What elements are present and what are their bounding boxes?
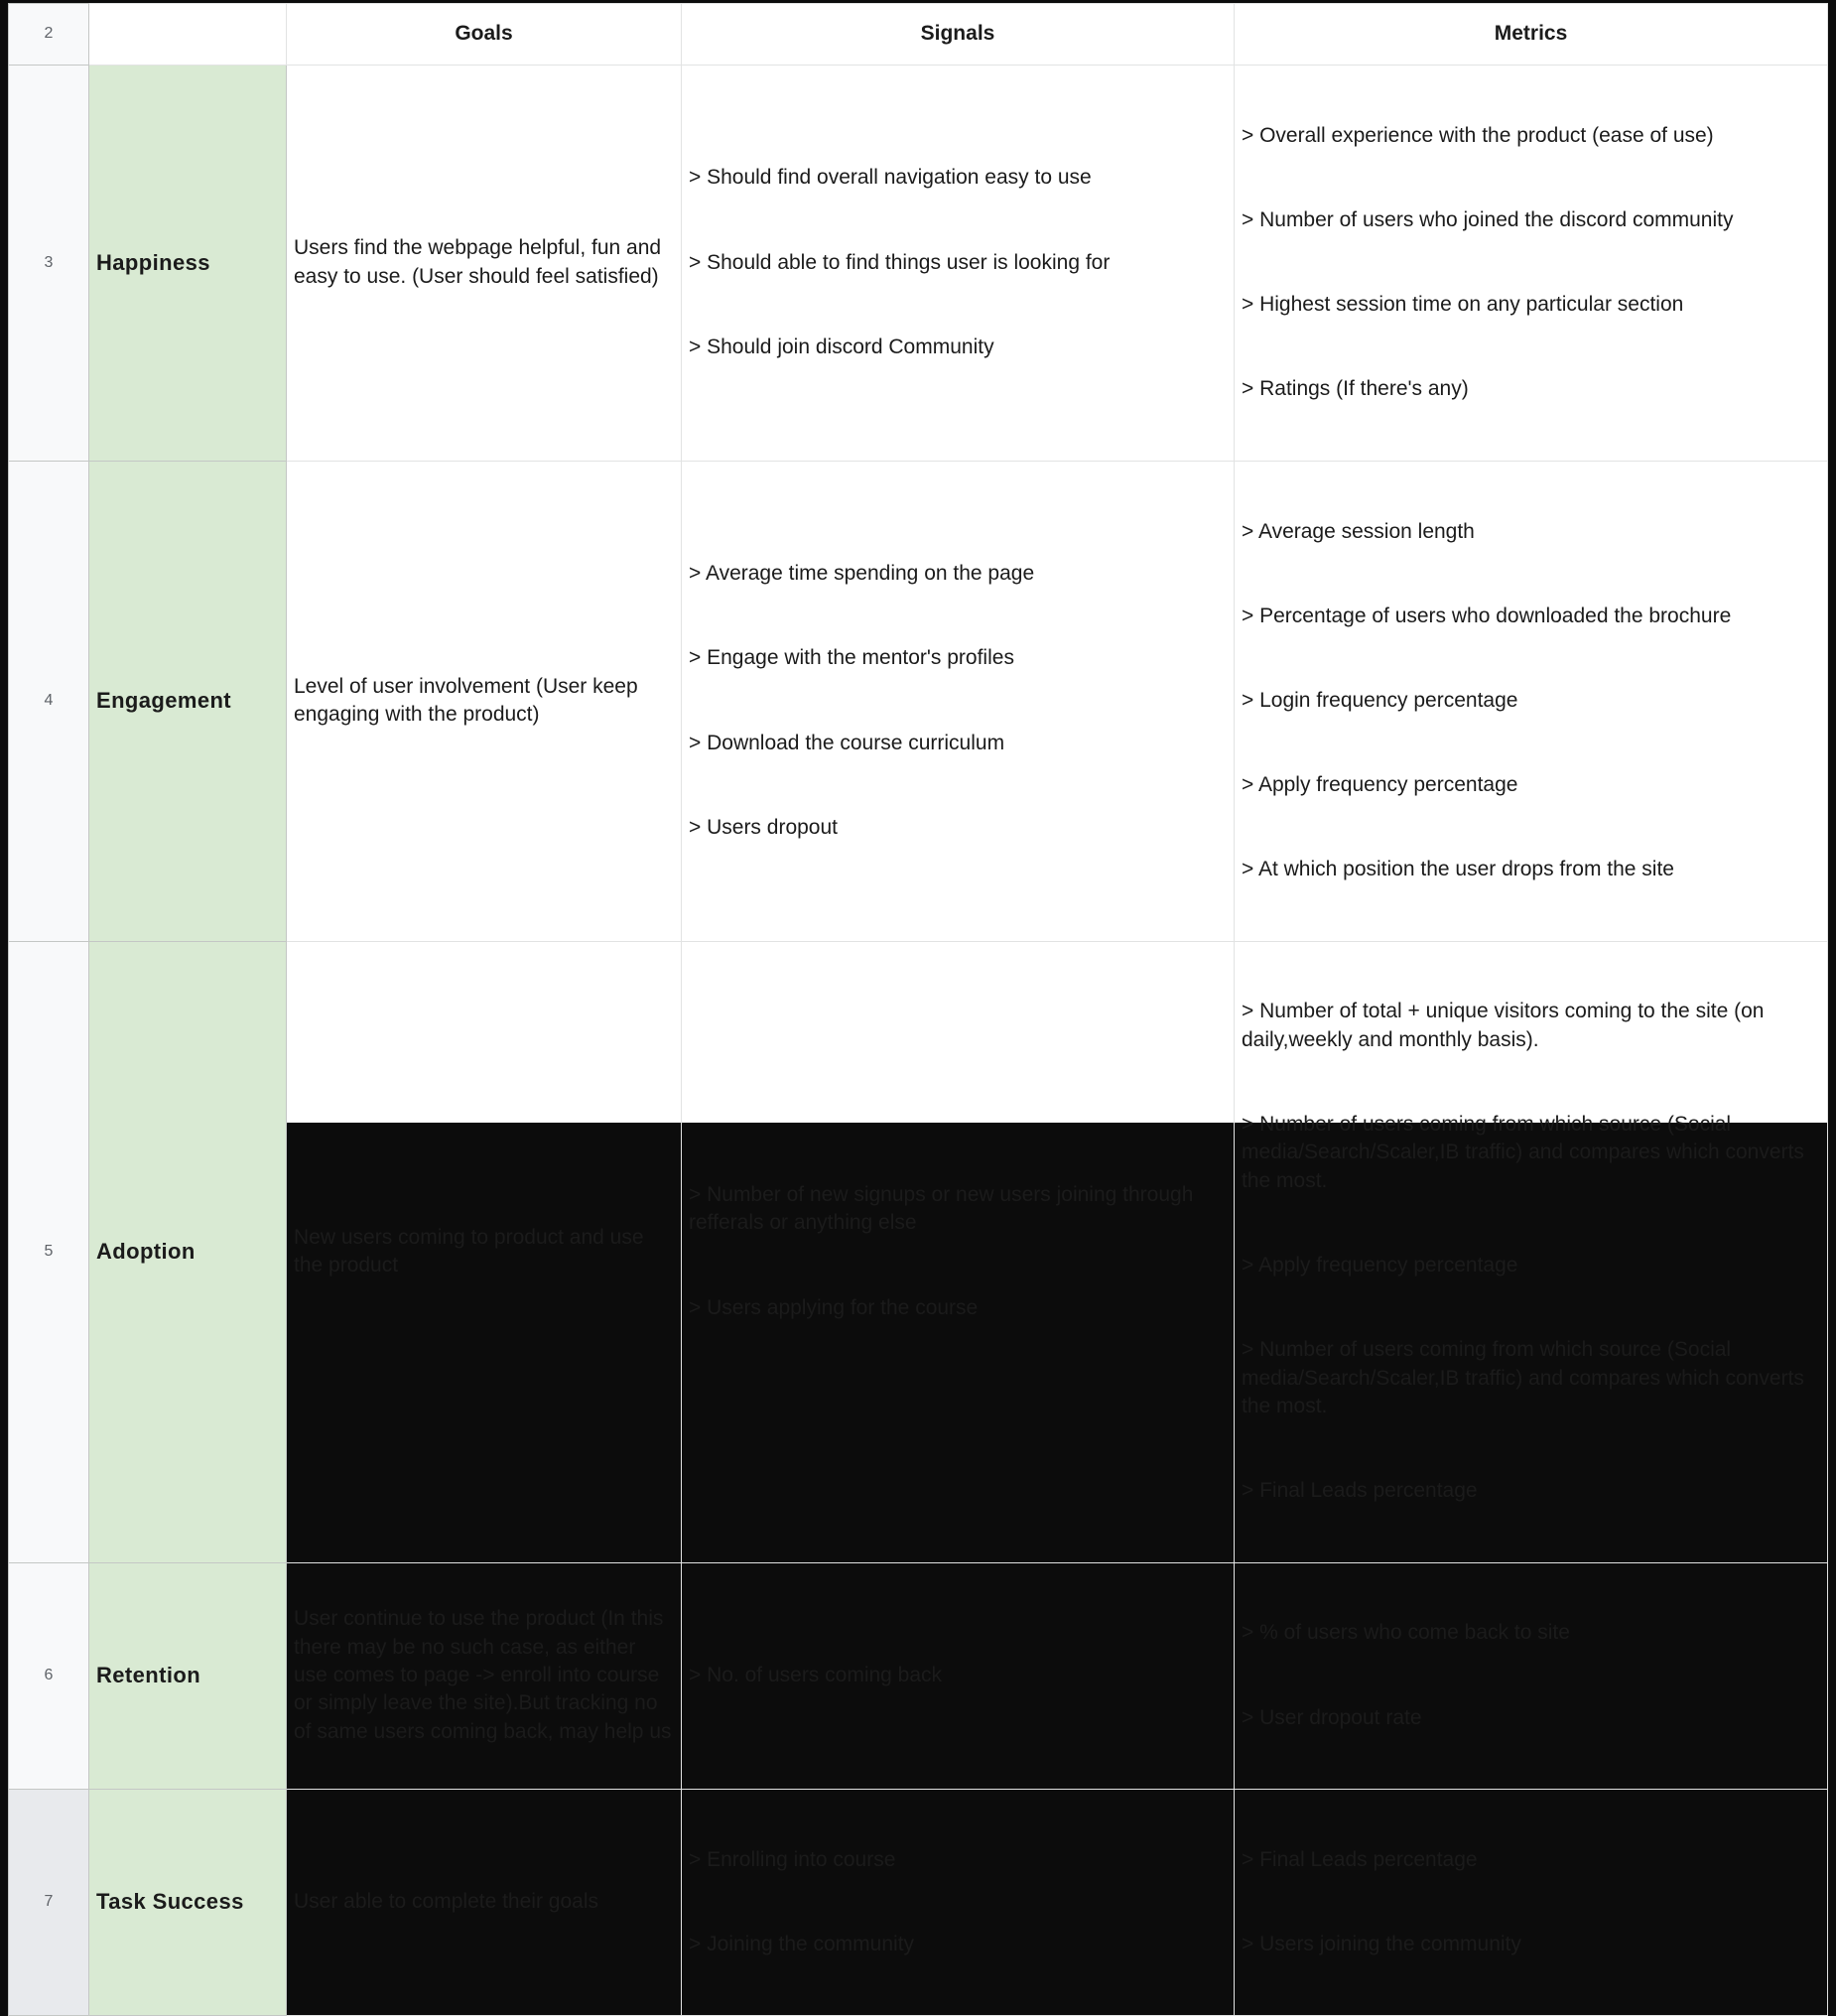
metric-item: > Apply frequency percentage [1242, 773, 1518, 797]
row-header-7[interactable]: 7 [9, 1789, 89, 2015]
row-header-3[interactable]: 3 [9, 66, 89, 462]
metric-item: > At which position the user drops from the site [1242, 858, 1674, 881]
metrics-cell[interactable] [1235, 66, 1828, 462]
goals-cell[interactable]: New users coming to product and use the product [287, 941, 682, 1562]
metric-item: > Number of users coming from which source (Social media/Search/Scaler,IB traffic) and compares which converts the most. [1242, 1113, 1810, 1192]
signal-item: > Users dropout [689, 815, 838, 839]
row-header-6[interactable]: 6 [9, 1562, 89, 1789]
signal-item: > Should join discord Community [689, 335, 994, 358]
signal-item: > Joining the community [689, 1932, 915, 1955]
metric-item: > Overall experience with the product (ease of use) [1242, 123, 1714, 147]
metric-item: > Percentage of users who downloaded the brochure [1242, 604, 1732, 627]
metrics-cell[interactable] [1235, 1789, 1828, 2015]
header-cell-metrics[interactable]: Metrics [1235, 4, 1828, 66]
header-cell-signals[interactable]: Signals [682, 4, 1235, 66]
signal-item: > Number of new signups or new users joining through refferals or anything else [689, 1183, 1200, 1235]
row-header-2[interactable]: 2 [9, 4, 89, 66]
metric-item: > User dropout rate [1242, 1705, 1422, 1729]
metric-item: > Login frequency percentage [1242, 688, 1518, 712]
metric-item: > Users joining the community [1242, 1932, 1521, 1955]
signal-item: > Should able to find things user is looking for [689, 250, 1111, 274]
goals-cell[interactable]: Level of user involvement (User keep engaging with the product) [287, 461, 682, 941]
signal-item: > Average time spending on the page [689, 562, 1035, 586]
table-row [9, 461, 1828, 941]
spreadsheet-grid [8, 3, 1827, 1955]
metrics-cell[interactable] [1235, 461, 1828, 941]
signals-cell[interactable] [682, 1562, 1235, 1789]
signal-item: > Users applying for the course [689, 1295, 979, 1319]
category-cell-engagement[interactable]: Engagement [89, 461, 287, 941]
metric-item: > Final Leads percentage [1242, 1479, 1478, 1503]
category-cell-adoption[interactable]: Adoption [89, 941, 287, 1562]
goals-cell[interactable]: User able to complete their goals [287, 1789, 682, 2015]
header-cell-category[interactable] [89, 4, 287, 66]
metric-item: > Apply frequency percentage [1242, 1254, 1518, 1277]
goals-cell[interactable]: User continue to use the product (In this there may be no such case, as either use comes to page -> enroll into course or simply leave the site).But tracking no of same users coming back, may help us [287, 1562, 682, 1789]
header-cell-goals[interactable]: Goals [287, 4, 682, 66]
table-row [9, 941, 1828, 1562]
category-cell-retention[interactable]: Retention [89, 1562, 287, 1789]
metric-item: > % of users who come back to site [1242, 1621, 1570, 1645]
signal-item: > No. of users coming back [689, 1663, 943, 1686]
signal-item: > Download the course curriculum [689, 731, 1005, 754]
metric-item: > Highest session time on any particular section [1242, 293, 1684, 317]
metrics-cell[interactable] [1235, 1562, 1828, 1789]
header-row [9, 4, 1828, 66]
metric-item: > Average session length [1242, 519, 1475, 543]
metric-item: > Ratings (If there's any) [1242, 377, 1469, 401]
signals-cell[interactable] [682, 1789, 1235, 2015]
metric-item: > Number of total + unique visitors coming to the site (on daily,weekly and monthly basis). [1242, 1000, 1770, 1051]
metric-item: > Number of users coming from which source (Social media/Search/Scaler,IB traffic) and compares which converts the most. [1242, 1338, 1810, 1418]
metric-item: > Final Leads percentage [1242, 1847, 1478, 1871]
row-header-5[interactable]: 5 [9, 941, 89, 1562]
signal-item: > Enrolling into course [689, 1847, 896, 1871]
table-row [9, 1562, 1828, 1789]
signals-cell[interactable] [682, 941, 1235, 1562]
heart-framework-table [8, 3, 1828, 2016]
goals-cell[interactable]: Users find the webpage helpful, fun and easy to use. (User should feel satisfied) [287, 66, 682, 462]
metrics-cell[interactable] [1235, 941, 1828, 1562]
signals-cell[interactable] [682, 66, 1235, 462]
category-cell-happiness[interactable]: Happiness [89, 66, 287, 462]
metric-item: > Number of users who joined the discord community [1242, 208, 1734, 232]
signals-cell[interactable] [682, 461, 1235, 941]
table-row [9, 1789, 1828, 2015]
signal-item: > Should find overall navigation easy to use [689, 166, 1092, 190]
row-header-4[interactable]: 4 [9, 461, 89, 941]
table-row [9, 66, 1828, 462]
signal-item: > Engage with the mentor's profiles [689, 646, 1014, 670]
category-cell-task-success[interactable]: Task Success [89, 1789, 287, 2015]
